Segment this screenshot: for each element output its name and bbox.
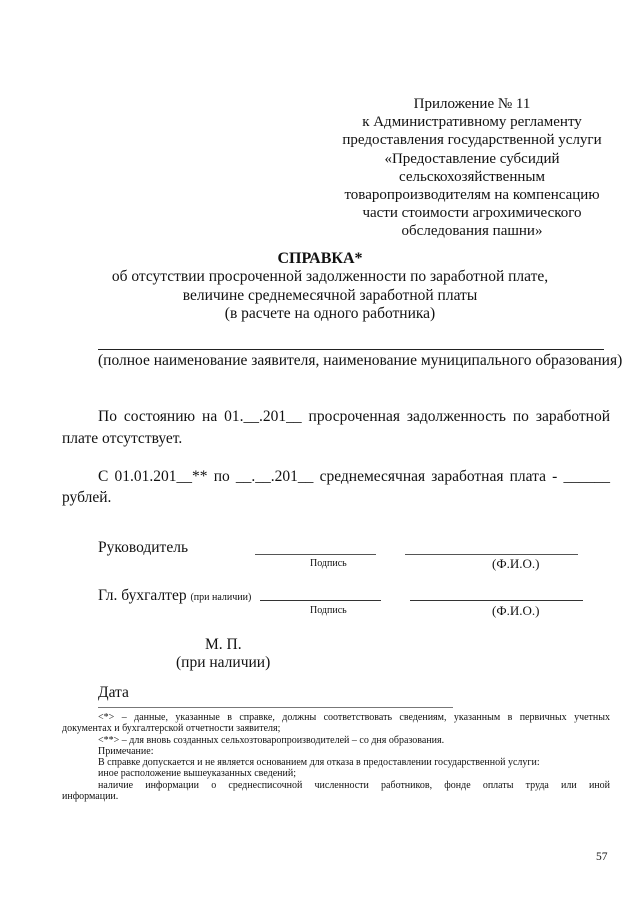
stamp-label: М. П. <box>205 636 242 653</box>
appendix-line: обследования пашни» <box>401 223 543 240</box>
document-subtitle <box>60 268 600 324</box>
accountant-name-caption: (Ф.И.О.) <box>492 603 540 618</box>
appendix-line: части стоимости агрохимического <box>362 205 582 222</box>
appendix-header <box>330 95 614 241</box>
subtitle-line: (в расчете на одного работника) <box>224 305 436 322</box>
footnotes <box>62 712 610 802</box>
remark-line: В справке допускается и не является основанием для отказа в предоставлении государственной услуги: <box>98 757 540 769</box>
footnote-2: <**> – для вновь созданных сельхозтоваропроизводителей – со дня образования. <box>98 734 445 746</box>
paragraph-debt-line2: плате отсутствует. <box>62 430 183 447</box>
footnote-1: <*> – данные, указанные в справке, должны соответствовать сведениям, указанным в первичных учетных <box>98 712 610 723</box>
paragraph-debt-line1: По состоянию на 01.__.201__ просроченная задолженность по заработной <box>98 408 610 425</box>
document-title: СПРАВКА* <box>277 250 363 267</box>
head-signature-line <box>255 554 376 555</box>
applicant-caption: (полное наименование заявителя, наименование муниципального образования) <box>98 352 623 369</box>
head-signature-caption: Подпись <box>310 558 347 569</box>
accountant-title: Гл. бухгалтер <box>98 587 187 604</box>
remark-label: Примечание: <box>98 745 154 757</box>
accountant-label <box>98 587 251 605</box>
subtitle-line: величине среднемесячной заработной платы <box>182 286 478 304</box>
paragraph-salary-line1: С 01.01.201__** по __.__.201__ среднемесячная заработная плата - ______ <box>98 468 610 485</box>
remark-line: наличие информации о среднесписочной численности работников, фонде оплаты труда или иной <box>98 779 610 791</box>
appendix-line: к Административному регламенту <box>362 114 582 131</box>
appendix-line: товаропроизводителям на компенсацию <box>344 187 600 204</box>
head-name-line <box>405 554 578 555</box>
remark-line-cont: информации. <box>62 791 119 803</box>
subtitle-line: об отсутствии просроченной задолженности по заработной плате, <box>111 268 549 285</box>
accountant-name-line <box>410 600 583 601</box>
appendix-line: «Предоставление субсидий <box>384 150 560 167</box>
date-label: Дата <box>98 684 129 701</box>
remark-line: иное расположение вышеуказанных сведений; <box>98 768 297 780</box>
page-number: 57 <box>596 851 608 863</box>
footnote-separator <box>98 707 453 708</box>
accountant-note: (при наличии) <box>190 592 252 603</box>
paragraph-salary-line2: рублей. <box>62 489 112 506</box>
applicant-name-line <box>98 349 604 350</box>
appendix-line: сельскохозяйственным <box>399 168 545 185</box>
head-label: Руководитель <box>98 539 189 556</box>
footnote-1-cont: документах и бухгалтерской отчетности заявителя; <box>62 723 281 735</box>
accountant-signature-caption: Подпись <box>310 605 347 616</box>
head-name-caption: (Ф.И.О.) <box>492 556 540 571</box>
appendix-line: предоставления государственной услуги <box>342 132 602 149</box>
accountant-signature-line <box>260 600 381 601</box>
appendix-line: Приложение № 11 <box>413 96 531 112</box>
stamp-note: (при наличии) <box>176 654 271 671</box>
